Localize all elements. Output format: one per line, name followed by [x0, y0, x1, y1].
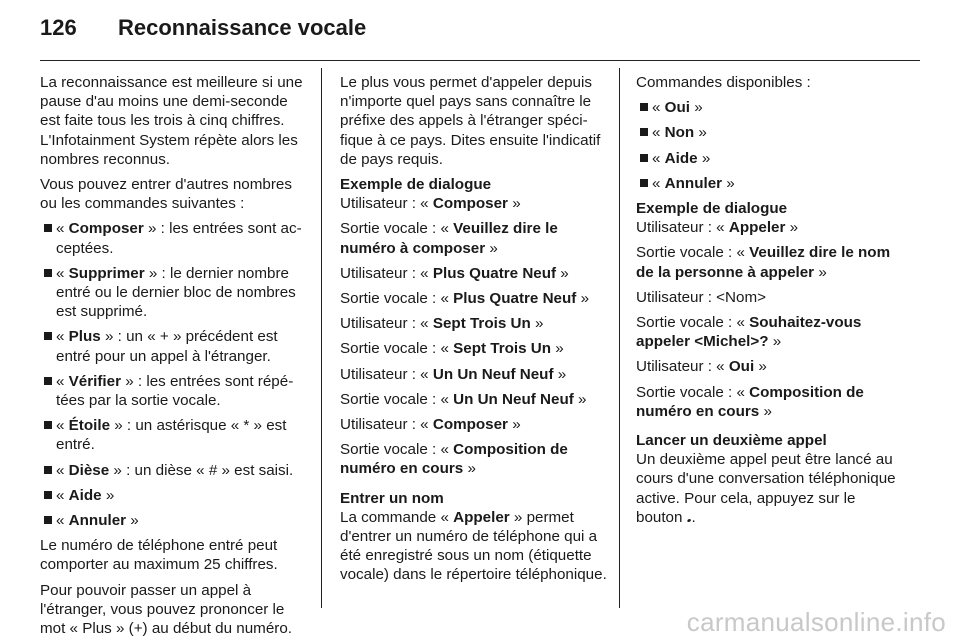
dialog-line: Sortie vocale : « Plus Quatre Neuf » — [340, 290, 590, 308]
list-item: « Plus » : un « + » précédent est entré pour un appel à l'étranger. — [40, 327, 308, 365]
dialog-heading: Exemple de dialogue — [636, 200, 788, 218]
paragraph: Vous pouvez entrer d'autres nombres ou les commandes suivantes : — [40, 176, 292, 213]
dialog-line: Sortie vocale : « Un Un Neuf Neuf » — [340, 390, 587, 408]
list-item: « Étoile » : un astérisque « * » est entré. — [40, 416, 308, 454]
dialog-line: Utilisateur : « Composer » — [340, 416, 521, 434]
list-item: « Vérifier » : les entrées sont répétées par la sortie vocale. — [40, 372, 308, 410]
page-title: Reconnaissance vocale — [118, 15, 367, 40]
list-item: « Composer » : les entrées sont acceptées. — [40, 219, 308, 257]
list-item: « Supprimer » : le dernier nombre entré ou le dernier bloc de nombres est supprimé. — [40, 264, 308, 322]
list-item: « Oui » — [636, 98, 904, 117]
column-divider-2 — [619, 68, 620, 608]
paragraph: La reconnaissance est meilleure si une pause d'au moins une demi-seconde est faite tous les trois à cinq chiffres. L'Infotainment System répète alors les nombres reconnus. — [40, 74, 303, 168]
dialog-line: Sortie vocale : « Sept Trois Un » — [340, 340, 564, 358]
dialog-line: Utilisateur : « Sept Trois Un » — [340, 315, 544, 333]
paragraph: Pour pouvoir passer un appel à l'étranger, vous pouvez prononcer le mot « Plus » (+) au début du numéro. — [40, 581, 293, 638]
dialog-line: Sortie vocale : « Composition de numéro en cours » — [340, 441, 568, 478]
section-heading: Lancer un deuxième appel — [636, 432, 827, 450]
paragraph: La commande « Appeler » permet d'entrer un numéro de téléphone qui a été enregistré sous un nom (étiquette vocale) dans le répertoire téléphonique. — [340, 508, 607, 584]
command-list — [40, 219, 308, 530]
list-item: « Annuler » — [40, 511, 308, 530]
column-3 — [636, 73, 904, 533]
dialog-line: Sortie vocale : « Souhaitez-vous appeler <Michel>? » — [636, 314, 862, 351]
dialog-line: Sortie vocale : « Veuillez dire le nom de la personne à appeler » — [636, 244, 891, 281]
dialog-line: Utilisateur : « Appeler » — [636, 219, 799, 237]
watermark: carmanualsonline.info — [686, 607, 946, 637]
dialog-line: Utilisateur : « Plus Quatre Neuf » — [340, 264, 569, 282]
list-item: « Aide » — [40, 486, 308, 505]
header-rule — [40, 60, 920, 61]
column-2 — [340, 73, 608, 591]
page-number: 126 — [40, 15, 77, 40]
paragraph: Un deuxième appel peut être lancé au cours d'une conversation téléphonique active. Pour cela, appuyez sur le bouton 𝅘. — [636, 451, 896, 526]
dialog-line: Utilisateur : « Un Un Neuf Neuf » — [340, 365, 567, 383]
section-heading: Entrer un nom — [340, 489, 444, 507]
list-item: « Dièse » : un dièse « # » est saisi. — [40, 461, 308, 480]
list-item: « Aide » — [636, 149, 904, 168]
paragraph: Le plus vous permet d'appeler depuis n'importe quel pays sans connaître le préfixe des appels à l'étranger spécifique à ce pays. Dites ensuite l'indicatif de pays requis. — [340, 74, 601, 168]
list-item: « Annuler » — [636, 174, 904, 193]
paragraph: Le numéro de téléphone entré peut comporter au maximum 25 chiffres. — [40, 537, 278, 574]
column-1 — [40, 73, 308, 644]
dialog-line: Sortie vocale : « Veuillez dire le numéro à composer » — [340, 220, 558, 257]
dialog-line: Utilisateur : « Oui » — [636, 358, 767, 376]
dialog-line: Sortie vocale : « Composition de numéro en cours » — [636, 383, 864, 420]
list-item: « Non » — [636, 123, 904, 142]
dialog-line: Utilisateur : <Nom> — [636, 288, 766, 306]
phone-voice-icon: 𝅘 — [686, 508, 692, 526]
column-divider-1 — [321, 68, 322, 608]
dialog-heading: Exemple de dialogue — [340, 176, 492, 194]
commands-heading: Commandes disponibles : — [636, 74, 811, 91]
dialog-line: Utilisateur : « Composer » — [340, 195, 521, 213]
